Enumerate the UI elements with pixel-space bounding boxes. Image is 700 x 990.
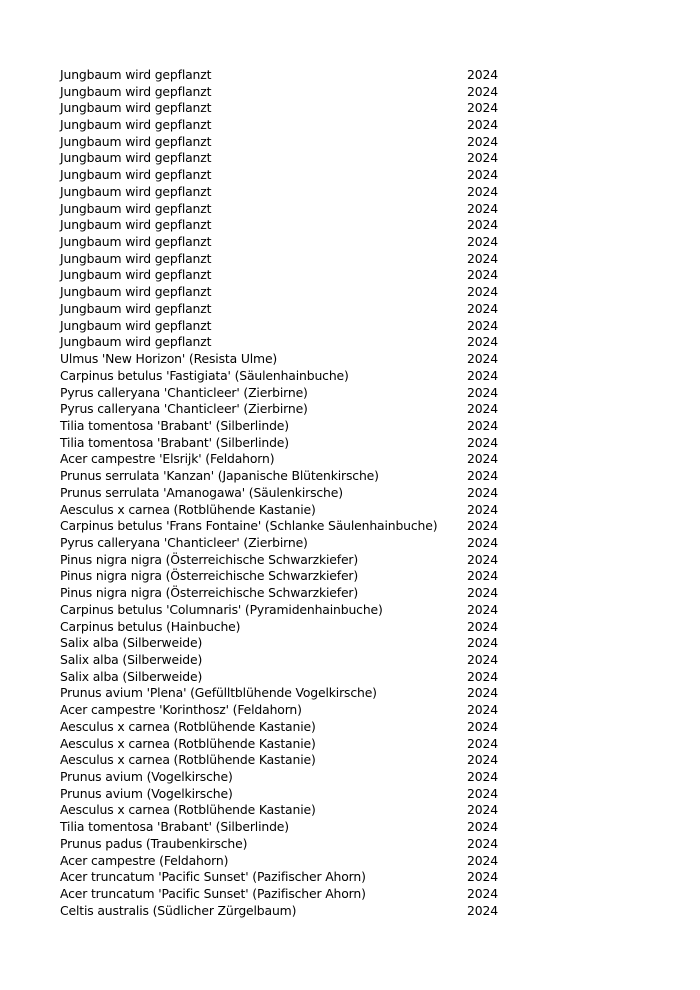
planting-year-cell: 2024 xyxy=(467,300,498,316)
planting-year-cell: 2024 xyxy=(467,434,498,450)
tree-name-cell: Tilia tomentosa 'Brabant' (Silberlinde) xyxy=(60,417,289,433)
planting-year-cell: 2024 xyxy=(467,802,498,818)
tree-name-cell: Tilia tomentosa 'Brabant' (Silberlinde) xyxy=(60,819,289,835)
table-row xyxy=(60,451,510,468)
tree-name-cell: Jungbaum wird gepflanzt xyxy=(60,117,212,133)
planting-year-cell: 2024 xyxy=(467,451,498,467)
planting-year-cell: 2024 xyxy=(467,869,498,885)
tree-name-cell: Jungbaum wird gepflanzt xyxy=(60,284,212,300)
tree-name-cell: Aesculus x carnea (Rotblühende Kastanie) xyxy=(60,752,316,768)
tree-name-cell: Jungbaum wird gepflanzt xyxy=(60,217,212,233)
tree-name-cell: Ulmus 'New Horizon' (Resista Ulme) xyxy=(60,351,278,367)
tree-name-cell: Prunus avium 'Plena' (Gefülltblühende Vogelkirsche) xyxy=(60,685,377,701)
tree-name-cell: Pinus nigra nigra (Österreichische Schwarzkiefer) xyxy=(60,568,359,584)
tree-name-cell: Pyrus calleryana 'Chanticleer' (Zierbirne) xyxy=(60,401,308,417)
table-row xyxy=(60,99,510,116)
tree-name-cell: Pyrus calleryana 'Chanticleer' (Zierbirne) xyxy=(60,534,308,550)
tree-name-cell: Pyrus calleryana 'Chanticleer' (Zierbirne) xyxy=(60,384,308,400)
table-row xyxy=(60,802,510,819)
tree-name-cell: Acer campestre (Feldahorn) xyxy=(60,852,229,868)
tree-name-cell: Jungbaum wird gepflanzt xyxy=(60,317,212,333)
planting-year-cell: 2024 xyxy=(467,317,498,333)
tree-name-cell: Jungbaum wird gepflanzt xyxy=(60,267,212,283)
tree-name-cell: Acer truncatum 'Pacific Sunset' (Pazifischer Ahorn) xyxy=(60,886,366,902)
tree-name-cell: Prunus avium (Vogelkirsche) xyxy=(60,769,233,785)
table-row xyxy=(60,166,510,183)
table-row xyxy=(60,484,510,501)
tree-name-cell: Prunus avium (Vogelkirsche) xyxy=(60,785,233,801)
table-row xyxy=(60,735,510,752)
table-row xyxy=(60,785,510,802)
table-row xyxy=(60,467,510,484)
tree-name-cell: Jungbaum wird gepflanzt xyxy=(60,234,212,250)
table-row xyxy=(60,618,510,635)
planting-year-cell: 2024 xyxy=(467,685,498,701)
table-row xyxy=(60,668,510,685)
tree-name-cell: Carpinus betulus 'Columnaris' (Pyramidenhainbuche) xyxy=(60,601,383,617)
planting-year-cell: 2024 xyxy=(467,585,498,601)
planting-year-cell: 2024 xyxy=(467,468,498,484)
tree-name-cell: Salix alba (Silberweide) xyxy=(60,668,203,684)
table-row xyxy=(60,83,510,100)
planting-year-cell: 2024 xyxy=(467,284,498,300)
planting-year-cell: 2024 xyxy=(467,117,498,133)
table-row xyxy=(60,250,510,267)
planting-year-cell: 2024 xyxy=(467,718,498,734)
tree-name-cell: Jungbaum wird gepflanzt xyxy=(60,200,212,216)
planting-year-cell: 2024 xyxy=(467,334,498,350)
tree-name-cell: Salix alba (Silberweide) xyxy=(60,652,203,668)
tree-name-cell: Aesculus x carnea (Rotblühende Kastanie) xyxy=(60,735,316,751)
planting-year-cell: 2024 xyxy=(467,66,498,82)
table-row xyxy=(60,233,510,250)
table-row xyxy=(60,350,510,367)
planting-year-cell: 2024 xyxy=(467,217,498,233)
planting-year-cell: 2024 xyxy=(467,785,498,801)
planting-year-cell: 2024 xyxy=(467,886,498,902)
tree-name-cell: Jungbaum wird gepflanzt xyxy=(60,167,212,183)
planting-year-cell: 2024 xyxy=(467,551,498,567)
tree-name-cell: Jungbaum wird gepflanzt xyxy=(60,150,212,166)
table-row xyxy=(60,434,510,451)
tree-name-cell: Jungbaum wird gepflanzt xyxy=(60,334,212,350)
planting-year-cell: 2024 xyxy=(467,819,498,835)
table-row xyxy=(60,885,510,902)
table-row xyxy=(60,216,510,233)
tree-name-cell: Jungbaum wird gepflanzt xyxy=(60,66,212,82)
table-row xyxy=(60,334,510,351)
tree-name-cell: Tilia tomentosa 'Brabant' (Silberlinde) xyxy=(60,434,289,450)
table-row xyxy=(60,869,510,886)
planting-year-cell: 2024 xyxy=(467,902,498,918)
planting-year-cell: 2024 xyxy=(467,133,498,149)
tree-name-cell: Aesculus x carnea (Rotblühende Kastanie) xyxy=(60,718,316,734)
planting-year-cell: 2024 xyxy=(467,518,498,534)
planting-year-cell: 2024 xyxy=(467,150,498,166)
table-row xyxy=(60,534,510,551)
tree-name-cell: Jungbaum wird gepflanzt xyxy=(60,300,212,316)
table-row xyxy=(60,568,510,585)
tree-name-cell: Carpinus betulus (Hainbuche) xyxy=(60,618,241,634)
planting-year-cell: 2024 xyxy=(467,568,498,584)
planting-year-cell: 2024 xyxy=(467,417,498,433)
planting-year-cell: 2024 xyxy=(467,635,498,651)
table-row xyxy=(60,300,510,317)
planting-year-cell: 2024 xyxy=(467,267,498,283)
tree-name-cell: Pinus nigra nigra (Österreichische Schwarzkiefer) xyxy=(60,585,359,601)
planting-year-cell: 2024 xyxy=(467,83,498,99)
tree-name-cell: Jungbaum wird gepflanzt xyxy=(60,100,212,116)
planting-year-cell: 2024 xyxy=(467,401,498,417)
planting-year-cell: 2024 xyxy=(467,100,498,116)
planting-year-cell: 2024 xyxy=(467,601,498,617)
planting-year-cell: 2024 xyxy=(467,668,498,684)
planting-year-cell: 2024 xyxy=(467,351,498,367)
table-row xyxy=(60,718,510,735)
table-row xyxy=(60,685,510,702)
table-row xyxy=(60,200,510,217)
table-row xyxy=(60,66,510,83)
tree-name-cell: Celtis australis (Südlicher Zürgelbaum) xyxy=(60,902,297,918)
planting-year-cell: 2024 xyxy=(467,234,498,250)
planting-year-cell: 2024 xyxy=(467,250,498,266)
planting-year-cell: 2024 xyxy=(467,752,498,768)
table-row xyxy=(60,367,510,384)
table-row xyxy=(60,818,510,835)
tree-name-cell: Prunus padus (Traubenkirsche) xyxy=(60,835,248,851)
table-row xyxy=(60,150,510,167)
planting-year-cell: 2024 xyxy=(467,484,498,500)
tree-name-cell: Aesculus x carnea (Rotblühende Kastanie) xyxy=(60,802,316,818)
planting-year-cell: 2024 xyxy=(467,384,498,400)
planting-year-cell: 2024 xyxy=(467,852,498,868)
table-row xyxy=(60,651,510,668)
planting-year-cell: 2024 xyxy=(467,534,498,550)
table-row xyxy=(60,852,510,869)
table-row xyxy=(60,584,510,601)
table-row xyxy=(60,133,510,150)
table-row xyxy=(60,116,510,133)
planting-year-cell: 2024 xyxy=(467,652,498,668)
table-row xyxy=(60,501,510,518)
planting-year-cell: 2024 xyxy=(467,200,498,216)
tree-name-cell: Acer truncatum 'Pacific Sunset' (Pazifischer Ahorn) xyxy=(60,869,366,885)
table-row xyxy=(60,601,510,618)
table-row xyxy=(60,751,510,768)
table-row xyxy=(60,551,510,568)
tree-name-cell: Prunus serrulata 'Amanogawa' (Säulenkirsche) xyxy=(60,484,343,500)
tree-name-cell: Salix alba (Silberweide) xyxy=(60,635,203,651)
table-row xyxy=(60,384,510,401)
table-row xyxy=(60,400,510,417)
planting-year-cell: 2024 xyxy=(467,501,498,517)
tree-name-cell: Jungbaum wird gepflanzt xyxy=(60,83,212,99)
planting-year-cell: 2024 xyxy=(467,183,498,199)
planting-year-cell: 2024 xyxy=(467,735,498,751)
table-row xyxy=(60,835,510,852)
table-row xyxy=(60,183,510,200)
table-row xyxy=(60,417,510,434)
planting-year-cell: 2024 xyxy=(467,835,498,851)
table-row xyxy=(60,283,510,300)
planting-year-cell: 2024 xyxy=(467,618,498,634)
planting-year-cell: 2024 xyxy=(467,167,498,183)
tree-name-cell: Pinus nigra nigra (Österreichische Schwarzkiefer) xyxy=(60,551,359,567)
tree-name-cell: Jungbaum wird gepflanzt xyxy=(60,183,212,199)
table-row xyxy=(60,634,510,651)
tree-planting-list xyxy=(60,66,510,919)
table-row xyxy=(60,317,510,334)
tree-name-cell: Acer campestre 'Korinthosz' (Feldahorn) xyxy=(60,702,302,718)
tree-name-cell: Carpinus betulus 'Frans Fontaine' (Schlanke Säulenhainbuche) xyxy=(60,518,438,534)
tree-name-cell: Carpinus betulus 'Fastigiata' (Säulenhainbuche) xyxy=(60,367,349,383)
tree-name-cell: Jungbaum wird gepflanzt xyxy=(60,133,212,149)
tree-name-cell: Acer campestre 'Elsrijk' (Feldahorn) xyxy=(60,451,275,467)
tree-name-cell: Aesculus x carnea (Rotblühende Kastanie) xyxy=(60,501,316,517)
planting-year-cell: 2024 xyxy=(467,769,498,785)
table-row xyxy=(60,517,510,534)
planting-year-cell: 2024 xyxy=(467,367,498,383)
tree-name-cell: Prunus serrulata 'Kanzan' (Japanische Blütenkirsche) xyxy=(60,468,379,484)
table-row xyxy=(60,701,510,718)
table-row xyxy=(60,768,510,785)
table-row xyxy=(60,267,510,284)
table-row xyxy=(60,902,510,919)
tree-name-cell: Jungbaum wird gepflanzt xyxy=(60,250,212,266)
planting-year-cell: 2024 xyxy=(467,702,498,718)
